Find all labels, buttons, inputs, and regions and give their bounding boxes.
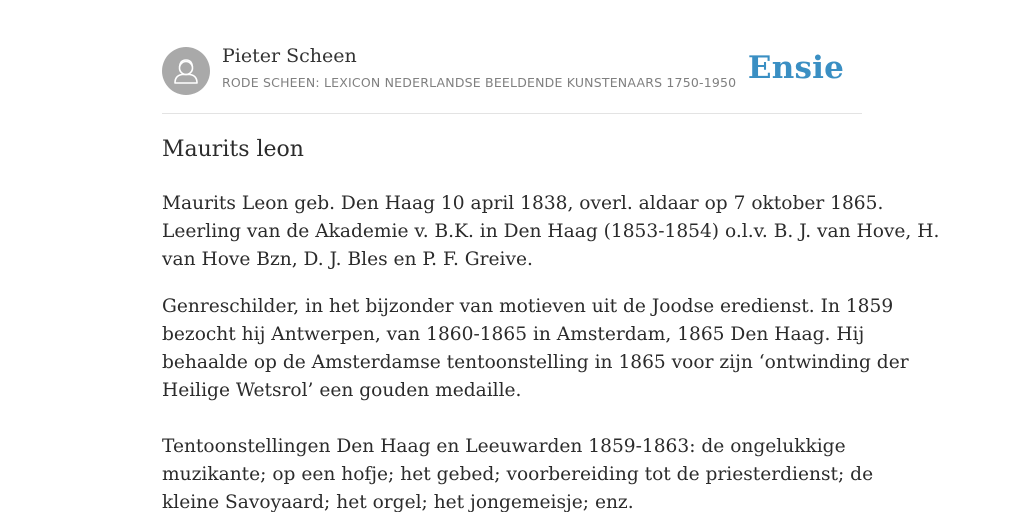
source-title[interactable]: RODE SCHEEN: LEXICON NEDERLANDSE BEELDENDE KUNSTENAARS 1750-1950 <box>222 75 737 90</box>
paragraph-exhibitions <box>162 433 874 512</box>
user-silhouette-icon <box>162 47 210 95</box>
paragraph-spacer <box>162 405 862 433</box>
text-line: bezocht hij Antwerpen, van 1860-1865 in Amsterdam, 1865 Den Haag. Hij <box>162 324 865 345</box>
text-line: Tentoonstellingen Den Haag en Leeuwarden 1859-1863: de ongelukkige <box>162 436 846 457</box>
text-line: van Hove Bzn, D. J. Bles en P. F. Greive. <box>162 249 533 270</box>
text-line: behaalde op de Amsterdamse tentoonstelling in 1865 voor zijn ‘ontwinding der <box>162 352 909 373</box>
text-line: Maurits Leon geb. Den Haag 10 april 1838, overl. aldaar op 7 oktober 1865. <box>162 193 884 214</box>
document-page <box>162 0 940 512</box>
text-line: muzikante; op een hofje; het gebed; voorbereiding tot de priesterdienst; de <box>162 464 874 485</box>
ensie-logo[interactable]: Ensie <box>747 50 844 86</box>
paragraph-biography <box>162 190 940 274</box>
text-line: Heilige Wetsrol’ een gouden medaille. <box>162 380 522 401</box>
author-header <box>162 0 862 114</box>
article-title: Maurits leon <box>162 137 304 162</box>
author-avatar[interactable] <box>162 47 210 95</box>
paragraph-career <box>162 293 909 405</box>
text-line: Genreschilder, in het bijzonder van motieven uit de Joodse eredienst. In 1859 <box>162 296 894 317</box>
text-line: kleine Savoyaard; het orgel; het jongemeisje; enz. <box>162 492 634 512</box>
text-line: Leerling van de Akademie v. B.K. in Den Haag (1853-1854) o.l.v. B. J. van Hove, H. <box>162 221 940 242</box>
article-body <box>162 190 940 512</box>
author-name[interactable]: Pieter Scheen <box>222 45 357 67</box>
